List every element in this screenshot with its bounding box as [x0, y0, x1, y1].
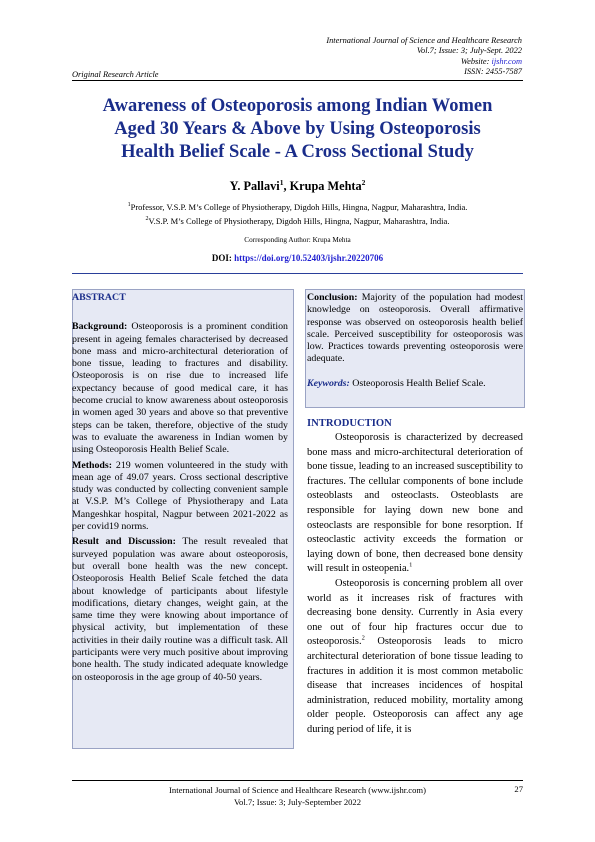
introduction-section [307, 418, 523, 737]
doi [72, 253, 523, 263]
affiliation-text: Professor, V.S.P. M’s College of Physiotherapy, Digdoh Hills, Hingna, Nagpur, Maharashtra, India. [130, 201, 468, 212]
keywords-text: Osteoporosis Health Belief Scale. [352, 377, 486, 389]
title-line: Health Belief Scale - A Cross Sectional Study [121, 142, 474, 162]
intro-heading: INTRODUCTION [307, 418, 392, 429]
background-label: Background: [72, 321, 128, 333]
intro-paragraph [307, 431, 523, 577]
header-rule [72, 80, 523, 81]
intro-paragraph [307, 577, 523, 738]
methods-label: Methods: [72, 459, 113, 471]
affiliation-sup: 1 [127, 202, 131, 208]
conclusion-label: Conclusion: [307, 292, 358, 303]
page-number: 27 [514, 784, 523, 794]
intro-body [307, 431, 523, 737]
journal-issn: ISSN: 2455-7587 [464, 67, 522, 77]
citation: 2 [361, 634, 365, 642]
intro-p2-text: Osteoporosis is concerning problem all over world as it increases risk of fractures with decreasing bone density. Currently in Asia every one out of four hip fractures occur due to osteoporosis. [307, 577, 523, 648]
journal-website [326, 57, 522, 67]
results-label: Result and Discussion: [72, 536, 176, 548]
doi-label: DOI: [211, 253, 235, 263]
footer-rule [72, 780, 523, 781]
abstract-heading: ABSTRACT [72, 292, 126, 303]
title-divider [72, 273, 523, 274]
author-sup: 1 [279, 178, 284, 187]
citation: 1 [409, 561, 413, 569]
intro-p1-text: Osteoporosis is characterized by decreased bone mass and micro-architectural deterioration of bone tissue, leading to an increased susceptibility to fractures. The cellular components of bone include osteoblasts and osteoclasts. Osteoblasts are responsible for laying down new bone and osteoclasts are responsible for bone resorption. If osteoclastic activity exceeds the formation or laying down of bone, then decreased bone density will result in osteopenia. [307, 432, 523, 575]
affiliation-sup: 2 [145, 216, 149, 223]
results-text: The result revealed that surveyed population was aware about osteoporosis, but overall bone health was the new concept. Osteoporosis Health Belief Scale fetched the data about knowledge of participants about lifestyle modifications, dietary changes, weight gain, at the same time they were knowing about importance of physical activity, but implementation of these activities in their daily routine was a difficult task. All participants were very much positive about improving bone health. The study indicated adequate knowledge on osteoporosis in the age group of 40-50 years. [72, 536, 288, 683]
author-name: Y. Pallavi [229, 179, 280, 194]
abstract-right [307, 292, 523, 390]
intro-p2-text-cont: Osteoporosis leads to micro architectural deterioration of bone tissue leading to fractures in addition it is most common metabolic disease that increases incidences of hospital administration, reduced mobility, mortality among older people. Osteoporosis can affect any age during period of life, it is [307, 636, 523, 735]
affiliations [72, 199, 523, 228]
website-link[interactable]: ijshr.com [491, 56, 522, 66]
author-sep: , [283, 179, 290, 194]
author-list [72, 178, 523, 194]
abstract-conclusion [307, 292, 523, 366]
abstract-keywords [307, 378, 523, 390]
journal-name: International Journal of Science and Healthcare Research [326, 36, 522, 45]
affiliation-text: V.S.P. M’s College of Physiotherapy, Digdoh Hills, Hingna, Nagpur, Maharashtra, India. [148, 216, 450, 227]
title-line: Aged 30 Years & Above by Using Osteoporosis [114, 119, 481, 139]
doi-link[interactable]: https://doi.org/10.52403/ijshr.20220706 [234, 253, 384, 263]
footer-volume: Vol.7; Issue: 3; July-September 2022 [233, 797, 362, 808]
journal-header [326, 36, 522, 78]
footer-journal: International Journal of Science and Healthcare Research (www.ijshr.com) [169, 785, 426, 795]
keywords-label: Keywords: [307, 377, 350, 389]
article-type: Original Research Article [72, 70, 159, 79]
paper-title [72, 95, 523, 164]
affiliation [72, 213, 523, 227]
affiliation [72, 199, 523, 213]
title-line: Awareness of Osteoporosis among Indian Women [102, 96, 493, 116]
corresponding-author: Corresponding Author: Krupa Mehta [244, 236, 351, 244]
author-name: Krupa Mehta [289, 179, 362, 194]
background-text: Osteoporosis is a prominent condition present in ageing females characterised by decreased bone mass and micro-architectural deterioration of bone tissue, leading to fractures and disability. Osteoporosis is on rise due to increased life expectancy because of good medical care, it has become crucial to know awareness about osteoporosis in women aged 30 years and above so that preventive steps can be taken, therefore, objective of the study was to evaluate the awareness in Indian women by using Osteoporosis Health Belief Scale. [72, 321, 288, 456]
page-footer [72, 784, 523, 809]
methods-text: 219 women volunteered in the study with mean age of 49.07 years. Cross sectional descriptive study was conducted by collecting convenient sample at V.S.P. M’s College of Physiotherapy and Lata Mangeshkar hospital, Nagpur between 2021-2022 as per covid19 norms. [72, 459, 288, 533]
abstract-results [72, 536, 288, 684]
website-label: Website: [460, 56, 492, 66]
abstract-left [72, 292, 288, 684]
abstract-background [72, 321, 288, 456]
abstract-methods [72, 460, 288, 534]
author-sup: 2 [361, 178, 366, 187]
conclusion-text: Majority of the population had modest knowledge on osteoporosis. Overall affirmative response was observed on osteoporosis health belief scale. Perceived susceptibility for osteoporosis was low. Practices towards preventing osteoporosis were adequate. [307, 292, 524, 365]
journal-volume: Vol.7; Issue: 3; July-Sept. 2022 [416, 46, 522, 56]
